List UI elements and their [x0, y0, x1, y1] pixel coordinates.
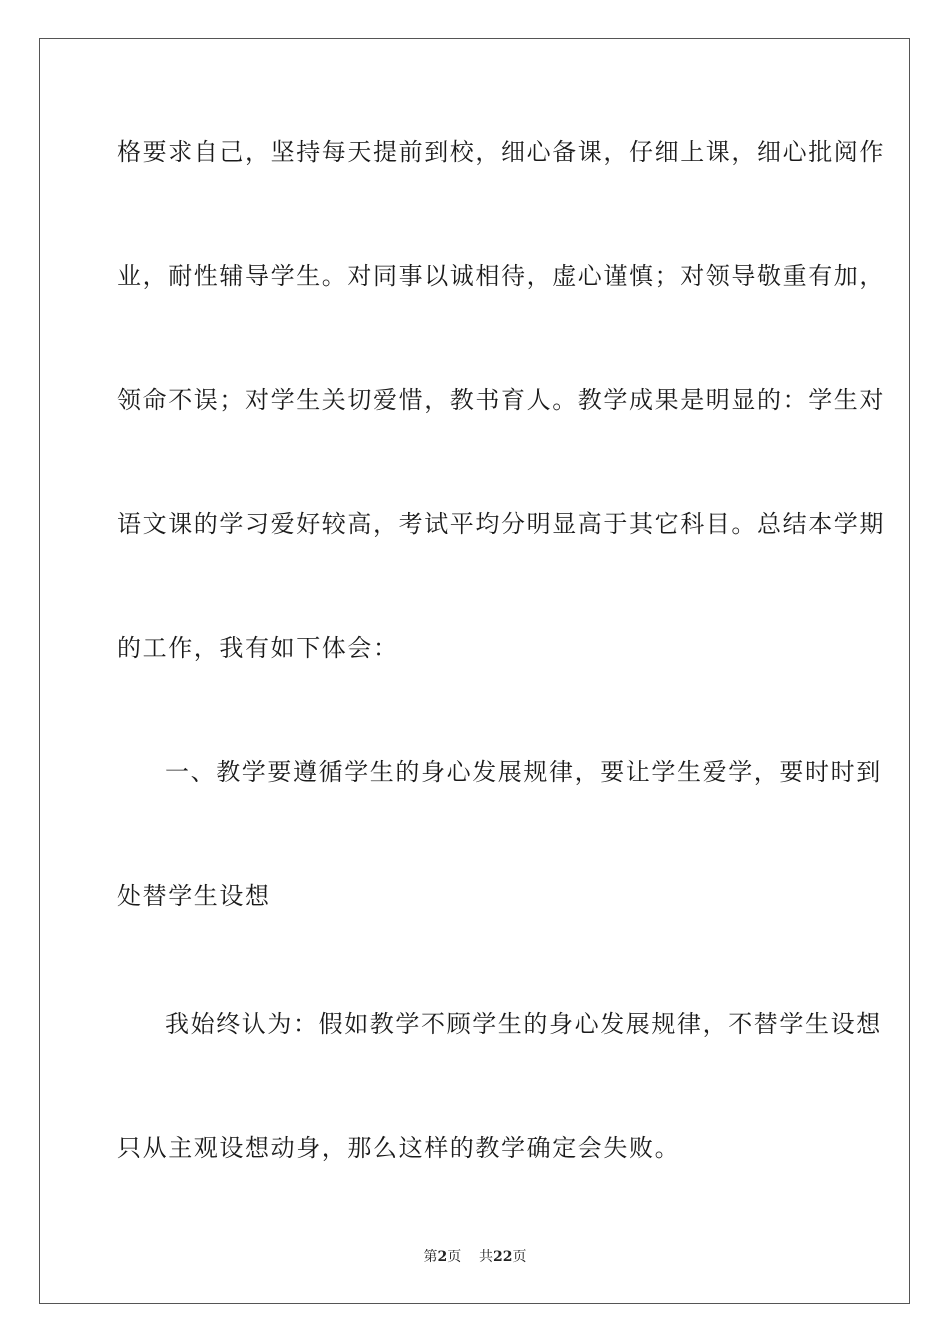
footer-page-suffix: 页 — [447, 1249, 462, 1265]
paragraph-line-5: 的工作，我有如下体会： — [117, 634, 399, 662]
page-frame — [39, 38, 910, 1304]
footer-total-pages: 22 — [493, 1249, 513, 1265]
paragraph-line-7: 只从主观设想动身，那么这样的教学确定会失败。 — [117, 1134, 681, 1162]
paragraph-line-6: 我始终认为：假如教学不顾学生的身心发展规律，不替学生设想 — [165, 1010, 882, 1038]
footer-page-number: 2 — [437, 1249, 448, 1265]
footer-total-suffix: 页 — [512, 1249, 527, 1265]
paragraph-line-4: 语文课的学习爱好较高，考试平均分明显高于其它科目。总结本学期 — [117, 510, 885, 538]
section-heading-line-2: 处替学生设想 — [117, 882, 271, 910]
footer-page-prefix: 第 — [423, 1249, 438, 1265]
page-footer — [0, 1248, 950, 1266]
footer-total-prefix: 共 — [479, 1249, 494, 1265]
paragraph-line-2: 业，耐性辅导学生。对同事以诚相待，虚心谨慎；对领导敬重有加， — [117, 262, 885, 290]
paragraph-line-3: 领命不误；对学生关切爱惜，教书育人。教学成果是明显的：学生对 — [117, 386, 885, 414]
paragraph-line-1: 格要求自己，坚持每天提前到校，细心备课，仔细上课，细心批阅作 — [117, 138, 885, 166]
section-heading-line-1: 一、教学要遵循学生的身心发展规律，要让学生爱学，要时时到 — [165, 758, 882, 786]
